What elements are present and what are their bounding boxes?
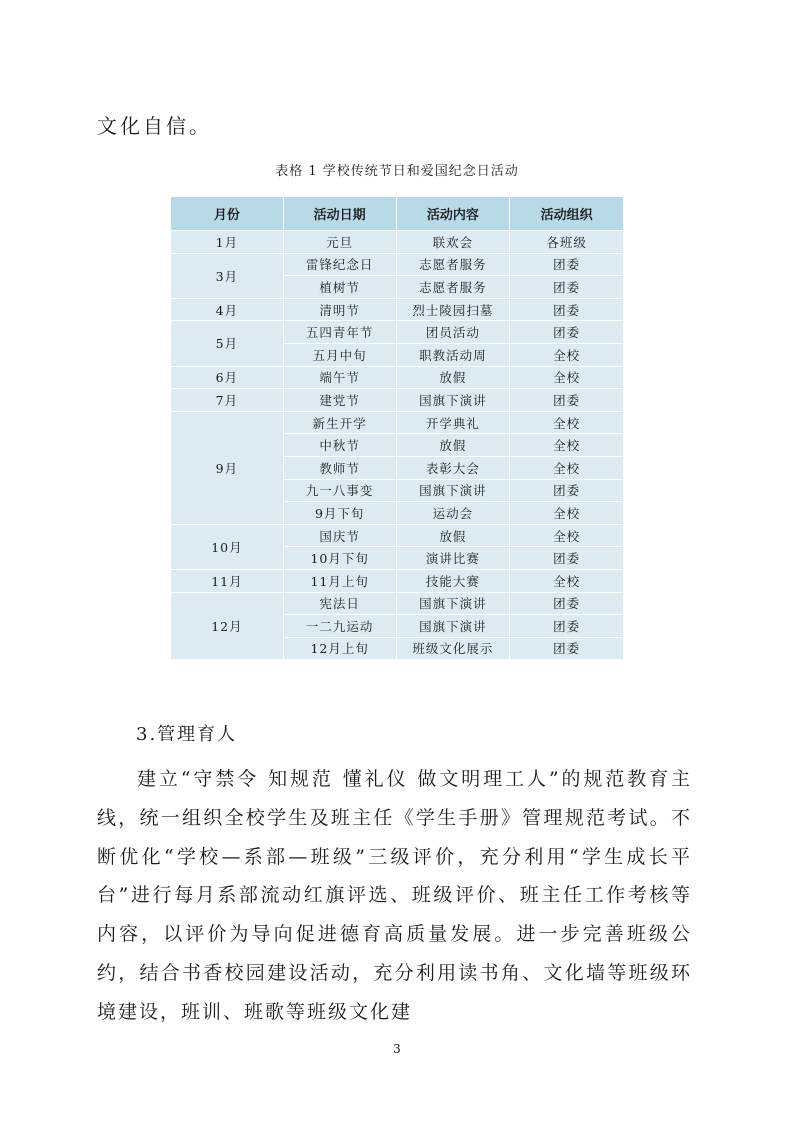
date-cell: 元旦: [283, 231, 396, 254]
month-cell: 7月: [171, 389, 284, 412]
content-cell: 国旗下演讲: [396, 479, 510, 502]
org-cell: 团委: [510, 615, 624, 638]
org-cell: 团委: [510, 321, 624, 344]
date-cell: 12月上旬: [283, 637, 396, 660]
date-cell: 建党节: [283, 389, 396, 412]
content-cell: 放假: [396, 524, 510, 547]
content-cell: 联欢会: [396, 231, 510, 254]
content-cell: 烈士陵园扫墓: [396, 298, 510, 321]
date-cell: 九一八事变: [283, 479, 396, 502]
date-cell: 教师节: [283, 456, 396, 479]
date-cell: 端午节: [283, 366, 396, 389]
month-cell: 3月: [171, 253, 284, 298]
month-cell: 5月: [171, 321, 284, 366]
body-paragraph: 建立“守禁令 知规范 懂礼仪 做文明理工人”的规范教育主线，统一组织全校学生及班主任《学生手册》管理规范考试。不断优化“学校—系部—班级”三级评价，充分利用“学生成长平台”进行每月系部流动红旗评选、班级评价、班主任工作考核等内容，以评价为导向促进德育高质量发展。进一步完善班级公约，结合书香校园建设活动，充分利用读书角、文化墙等班级环境建设，班训、班歌等班级文化建: [97, 768, 692, 1023]
org-cell: 团委: [510, 276, 624, 299]
content-cell: 放假: [396, 434, 510, 457]
date-cell: 清明节: [283, 298, 396, 321]
date-cell: 五四青年节: [283, 321, 396, 344]
header-content: 活动内容: [396, 197, 510, 231]
table-row: [171, 592, 624, 615]
date-cell: 11月上旬: [283, 569, 396, 592]
month-cell: 9月: [171, 411, 284, 524]
date-cell: 五月中旬: [283, 343, 396, 366]
org-cell: 全校: [510, 434, 624, 457]
month-cell: 1月: [171, 231, 284, 254]
table-caption: 表格 1 学校传统节日和爱国纪念日活动: [275, 164, 519, 179]
table-header-row: [171, 197, 624, 231]
content-cell: 放假: [396, 366, 510, 389]
org-cell: 各班级: [510, 231, 624, 254]
date-cell: 10月下旬: [283, 547, 396, 570]
content-cell: 志愿者服务: [396, 276, 510, 299]
org-cell: 团委: [510, 637, 624, 660]
org-cell: 全校: [510, 502, 624, 525]
table-row: [171, 569, 624, 592]
month-cell: 10月: [171, 524, 284, 569]
content-cell: 职教活动周: [396, 343, 510, 366]
date-cell: 雷锋纪念日: [283, 253, 396, 276]
org-cell: 全校: [510, 569, 624, 592]
date-cell: 宪法日: [283, 592, 396, 615]
table-row: [171, 298, 624, 321]
content-cell: 技能大赛: [396, 569, 510, 592]
org-cell: 全校: [510, 411, 624, 434]
content-cell: 班级文化展示: [396, 637, 510, 660]
section-heading: 3.管理育人: [136, 724, 238, 745]
org-cell: 团委: [510, 298, 624, 321]
table-body: [171, 231, 624, 660]
content-cell: 志愿者服务: [396, 253, 510, 276]
month-cell: 6月: [171, 366, 284, 389]
header-month: 月份: [171, 197, 284, 231]
content-cell: 表彰大会: [396, 456, 510, 479]
org-cell: 全校: [510, 524, 624, 547]
content-cell: 国旗下演讲: [396, 389, 510, 412]
content-cell: 运动会: [396, 502, 510, 525]
org-cell: 团委: [510, 592, 624, 615]
date-cell: 新生开学: [283, 411, 396, 434]
date-cell: 中秋节: [283, 434, 396, 457]
org-cell: 团委: [510, 253, 624, 276]
month-cell: 11月: [171, 569, 284, 592]
table-row: [171, 411, 624, 434]
org-cell: 全校: [510, 343, 624, 366]
org-cell: 团委: [510, 479, 624, 502]
table-row: [171, 389, 624, 412]
org-cell: 全校: [510, 456, 624, 479]
org-cell: 团委: [510, 389, 624, 412]
header-org: 活动组织: [510, 197, 624, 231]
table-row: [171, 366, 624, 389]
content-cell: 演讲比赛: [396, 547, 510, 570]
table-row: [171, 231, 624, 254]
month-cell: 12月: [171, 592, 284, 660]
content-cell: 团员活动: [396, 321, 510, 344]
table-row: [171, 524, 624, 547]
date-cell: 国庆节: [283, 524, 396, 547]
header-date: 活动日期: [283, 197, 396, 231]
content-cell: 开学典礼: [396, 411, 510, 434]
content-cell: 国旗下演讲: [396, 592, 510, 615]
month-cell: 4月: [171, 298, 284, 321]
lead-in-text: 文化自信。: [97, 114, 212, 138]
activities-table: [170, 196, 624, 660]
date-cell: 植树节: [283, 276, 396, 299]
table-row: [171, 321, 624, 344]
page-number: 3: [393, 1042, 401, 1056]
date-cell: 一二九运动: [283, 615, 396, 638]
org-cell: 全校: [510, 366, 624, 389]
org-cell: 团委: [510, 547, 624, 570]
content-cell: 国旗下演讲: [396, 615, 510, 638]
table-row: [171, 253, 624, 276]
date-cell: 9月下旬: [283, 502, 396, 525]
